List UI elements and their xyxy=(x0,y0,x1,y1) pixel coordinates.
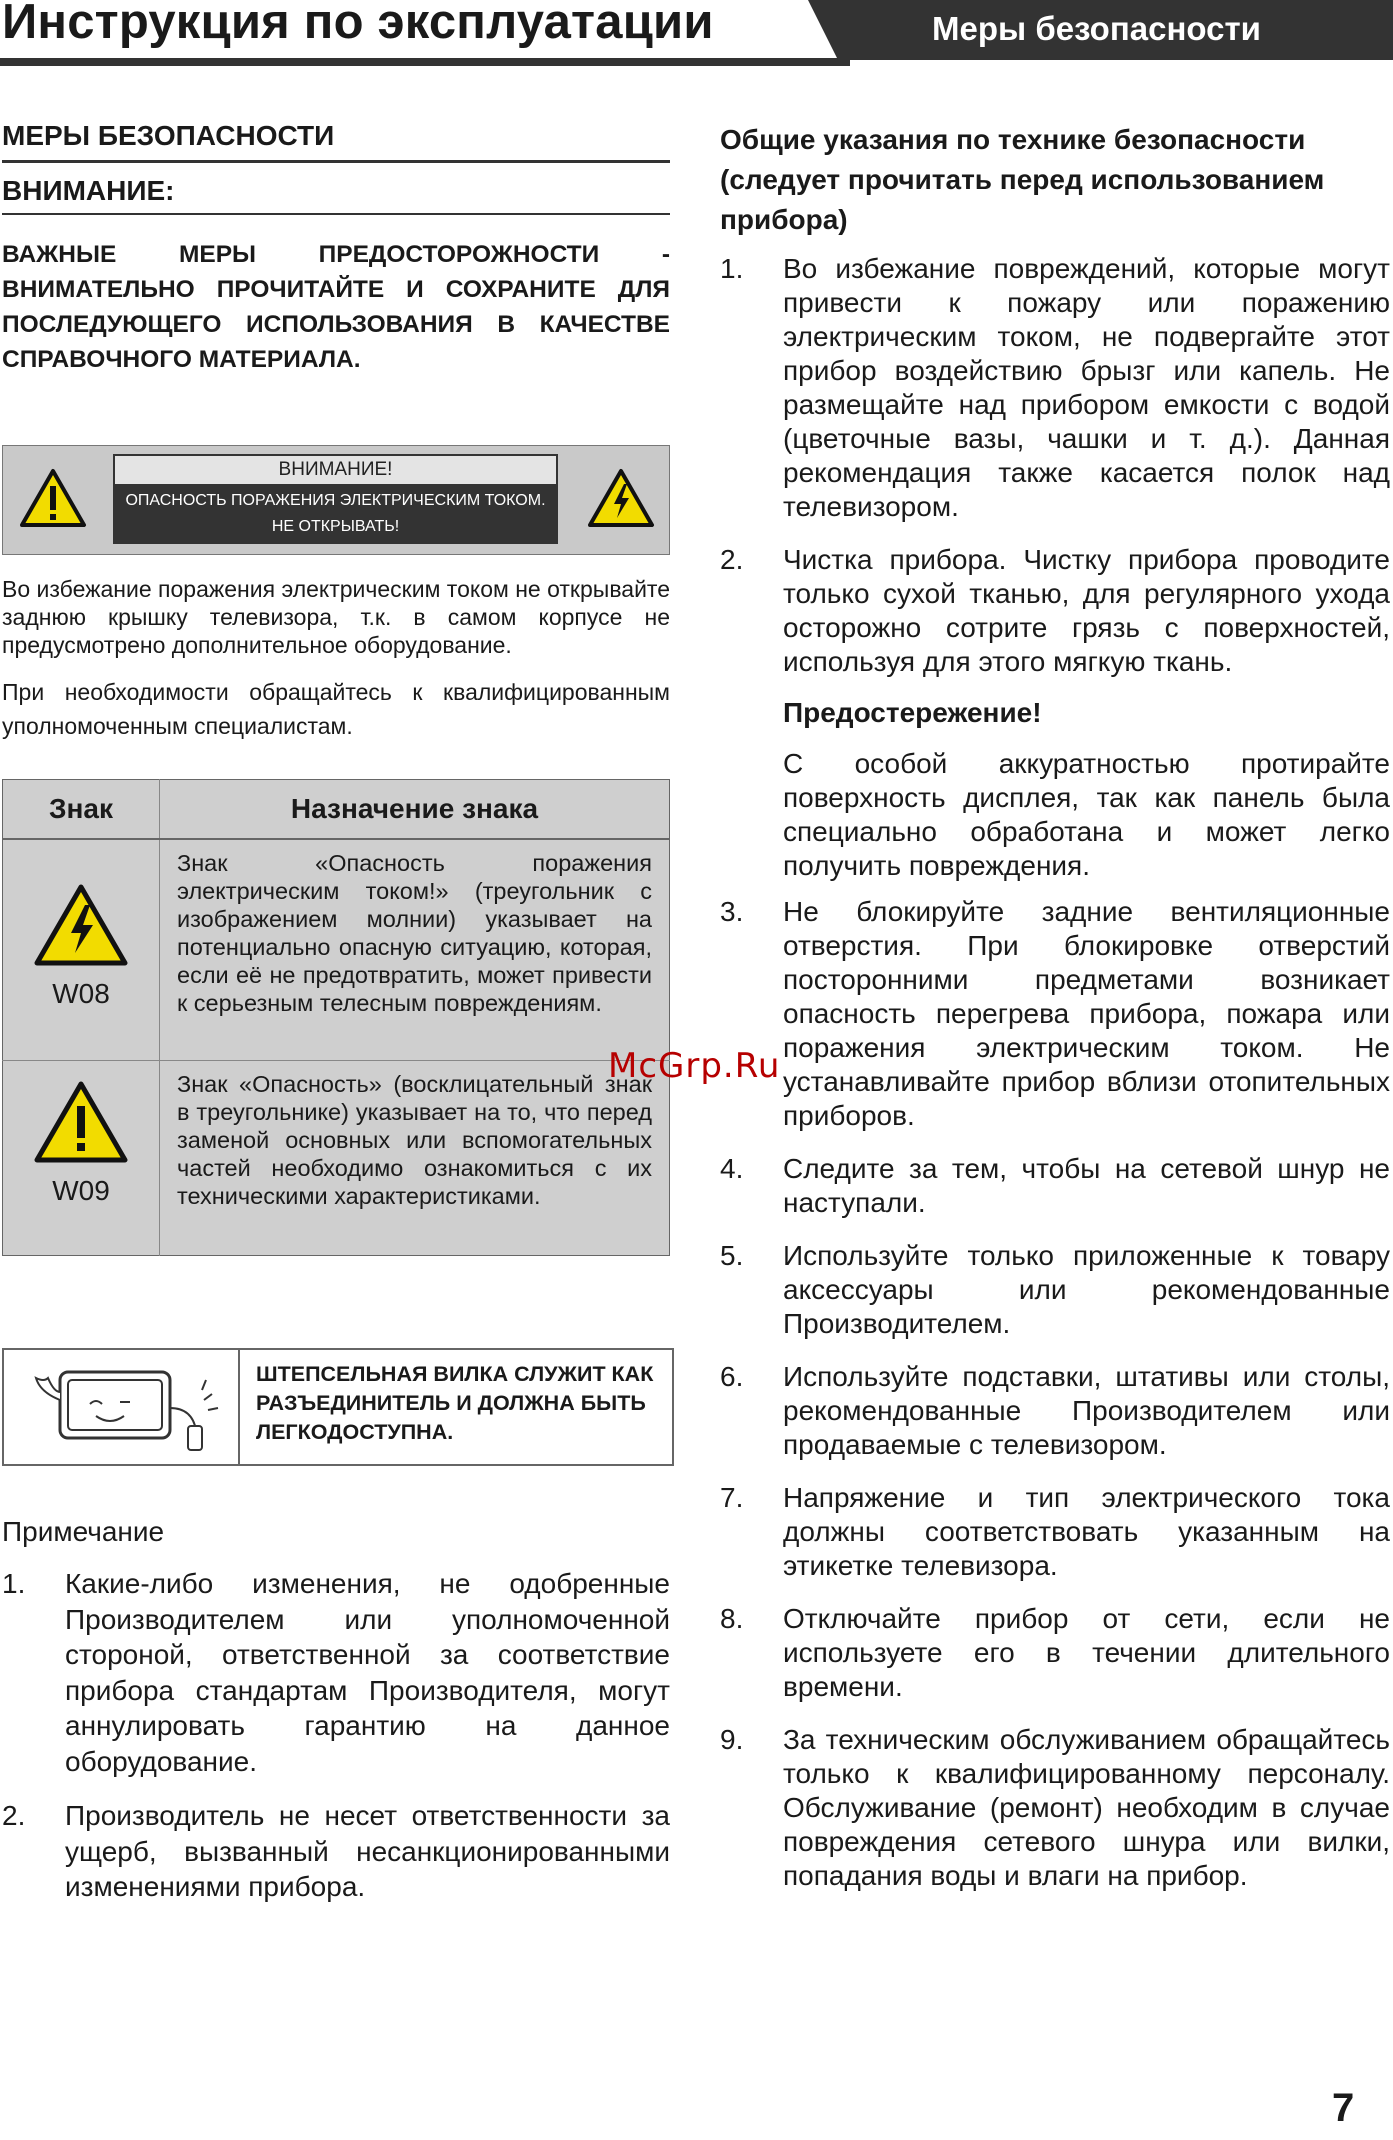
item-number: 1. xyxy=(2,1568,26,1599)
sign-col-header: Знак xyxy=(3,780,160,840)
item-number: 2. xyxy=(720,544,744,575)
list-item xyxy=(720,1360,1390,1462)
list-item xyxy=(2,1798,670,1905)
banner-line1: ОПАСНОСТЬ ПОРАЖЕНИЯ ЭЛЕКТРИЧЕСКИМ ТОКОМ. xyxy=(125,492,546,509)
watermark: McGrp.Ru xyxy=(608,1046,781,1086)
list-item xyxy=(720,1481,1390,1583)
sign-table xyxy=(2,779,670,1256)
item-text: Следите за тем, чтобы на сетевой шнур не наступали. xyxy=(783,1153,1390,1218)
list-item xyxy=(720,252,1390,524)
item-text: Отключайте прибор от сети, если не используете его в течении длительного времени. xyxy=(783,1603,1390,1702)
sign-code: W08 xyxy=(52,978,110,1009)
note-title: Примечание xyxy=(2,1516,165,1547)
item-number: 7. xyxy=(720,1482,744,1513)
caution-text: С особой аккуратностью протирайте поверхность дисплея, так как панель была специально обработана и может легко получить повреждения. xyxy=(783,748,1390,881)
list-item xyxy=(2,1566,670,1779)
table-row xyxy=(3,1061,670,1256)
shock-warning-banner xyxy=(2,445,670,555)
item-text: Производитель не несет ответственности за ущерб, вызванный несанкционированными изменениями прибора. xyxy=(65,1800,670,1902)
item-text: За техническим обслуживанием обращайтесь только к квалифицированному персоналу. Обслуживание (ремонт) необходим в случае повреждения сетевого шнура или вилки, попадания воды и влаги на прибор. xyxy=(783,1724,1390,1891)
general-safety-heading: Общие указания по технике безопасности (следует прочитать перед использованием прибора) xyxy=(720,124,1325,235)
left-column xyxy=(2,120,670,1905)
page-title: Инструкция по эксплуатации xyxy=(2,0,714,49)
exclamation-triangle-icon xyxy=(33,1080,129,1164)
item-number: 2. xyxy=(2,1800,26,1831)
list-item xyxy=(720,1723,1390,1893)
important-warning: ВАЖНЫЕ МЕРЫ ПРЕДОСТОРОЖНОСТИ - ВНИМАТЕЛЬНО ПРОЧИТАЙТЕ И СОХРАНИТЕ ДЛЯ ПОСЛЕДУЮЩЕГО ИСПОЛЬЗОВАНИЯ В КАЧЕСТВЕ СПРАВОЧНОГО МАТЕРИАЛА. xyxy=(2,241,670,373)
item-number: 6. xyxy=(720,1361,744,1392)
table-row xyxy=(3,839,670,1061)
section-title: МЕРЫ БЕЗОПАСНОСТИ xyxy=(2,120,335,151)
item-text: Чистка прибора. Чистку прибора проводите только сухой тканью, для регулярного ухода осторожно сотрите грязь с поверхностей, используя для этого мягкую ткань. xyxy=(783,544,1390,677)
plug-notice-box xyxy=(2,1348,674,1466)
lightning-triangle-icon xyxy=(587,468,655,528)
page-number: 7 xyxy=(1332,2086,1355,2130)
purpose-col-header: Назначение знака xyxy=(160,780,670,840)
item-text: Используйте подставки, штативы или столы, рекомендованные Производителем или продаваемые с телевизором. xyxy=(783,1361,1390,1460)
item-text: Не блокируйте задние вентиляционные отверстия. При блокировке отверстий посторонними предметами возникает опасность перегрева прибора, пожара или поражения электрическим током. Не устанавливайте прибор вблизи отопительных приборов. xyxy=(783,896,1390,1131)
banner-line2: НЕ ОТКРЫВАТЬ! xyxy=(271,518,400,535)
section-rule xyxy=(2,160,670,163)
list-item xyxy=(720,895,1390,1133)
item-number: 8. xyxy=(720,1603,744,1634)
item-number: 1. xyxy=(720,253,744,284)
caution-title: Предостережение! xyxy=(783,697,1042,728)
list-item xyxy=(720,1602,1390,1704)
attention-title: ВНИМАНИЕ: xyxy=(2,175,175,206)
safety-list-b xyxy=(720,895,1390,1893)
shock-paragraph: Во избежание поражения электрическим током не открывайте заднюю крышку телевизора, т.к. в самом корпусе не предусмотрено дополнительное оборудование. xyxy=(2,576,670,658)
lightning-triangle-icon xyxy=(33,883,129,967)
item-number: 3. xyxy=(720,896,744,927)
right-column xyxy=(720,120,1390,1909)
specialists-paragraph: При необходимости обращайтесь к квалифицированным уполномоченным специалистам. xyxy=(2,679,670,739)
sign-code: W09 xyxy=(52,1175,110,1206)
item-text: Напряжение и тип электрического тока должны соответствовать указанным на этикетке телевизора. xyxy=(783,1482,1390,1581)
item-number: 4. xyxy=(720,1153,744,1184)
header-rule xyxy=(0,58,850,66)
list-item xyxy=(720,1239,1390,1341)
plug-divider xyxy=(238,1350,240,1464)
header-tab-label: Меры безопасности xyxy=(932,10,1261,47)
item-text: Во избежание повреждений, которые могут привести к пожару или поражению электрическим током, не подвергайте этот прибор воздействию брызг или капель. Не размещайте над прибором емкости с водой (цветочные вазы, чашки и т. д.). Данная рекомендация также касается полок над телевизором. xyxy=(783,253,1390,522)
item-text: Используйте только приложенные к товару аксессуары или рекомендованные Производителем. xyxy=(783,1240,1390,1339)
tv-plug-icon xyxy=(28,1360,224,1454)
attention-rule xyxy=(2,213,670,215)
list-item xyxy=(720,543,1390,679)
item-number: 9. xyxy=(720,1724,744,1755)
plug-notice-text: ШТЕПСЕЛЬНАЯ ВИЛКА СЛУЖИТ КАК РАЗЪЕДИНИТЕЛЬ И ДОЛЖНА БЫТЬ ЛЕГКОДОСТУПНА. xyxy=(256,1362,654,1444)
safety-list-a xyxy=(720,252,1390,679)
item-number: 5. xyxy=(720,1240,744,1271)
notes-list xyxy=(2,1566,670,1905)
banner-title: ВНИМАНИЕ! xyxy=(115,456,556,484)
sign-description: Знак «Опасность» (восклицательный знак в треугольнике) указывает на то, что перед заменой основных или вспомогательных частей необходимо ознакомиться с их техническими характеристиками. xyxy=(177,1071,652,1209)
banner-textbox xyxy=(113,454,558,544)
sign-description: Знак «Опасность поражения электрическим током!» (треугольник с изображением молнии) указывает на потенциально опасную ситуацию, которая, если её не предотвратить, может привести к серьезным телесным повреждениям. xyxy=(177,850,652,1016)
list-item xyxy=(720,1152,1390,1220)
item-text: Какие-либо изменения, не одобренные Производителем или уполномоченной стороной, ответственной за соответствие прибора стандартам Производителя, могут аннулировать гарантию на данное оборудование. xyxy=(65,1568,670,1777)
exclamation-triangle-icon xyxy=(19,468,87,528)
